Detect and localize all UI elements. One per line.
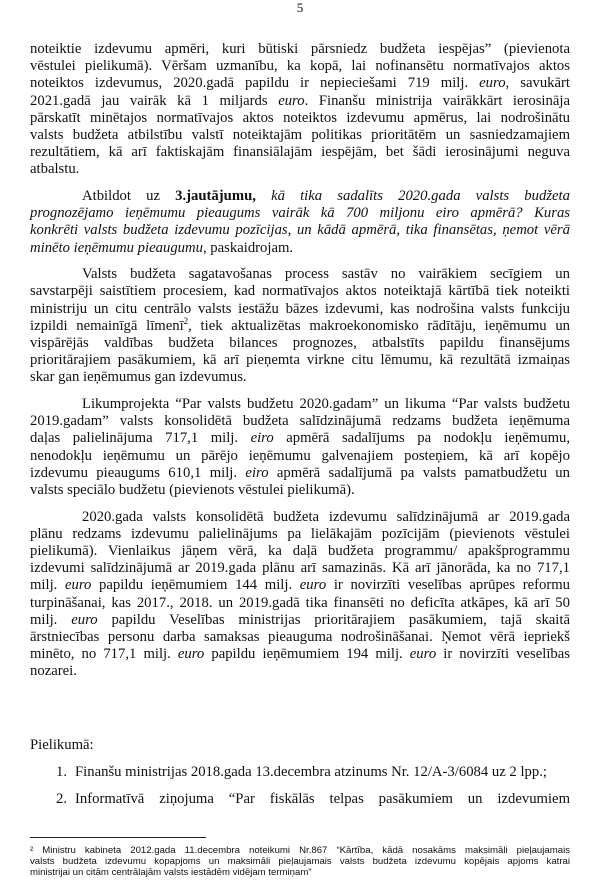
text-line xyxy=(30,413,570,430)
text-segment: Valsts budžeta sagatavošanas process sastāv no vairākiem secīgiem un xyxy=(82,266,570,283)
text-segment: savstarpēji saistītiem procesiem, kad normatīvajos aktos noteiktajā kārtībā tiek noteikti xyxy=(30,283,570,300)
text-segment: euro xyxy=(71,611,98,628)
text-segment: izpildi nemainīgā līmenī xyxy=(30,317,184,334)
text-segment: valsts budžeta atbilstību valstī noteiktajām politikas prioritātēm un sasniedzamajiem xyxy=(30,126,570,143)
text-line xyxy=(30,110,570,127)
text-segment: izdevumi salīdzinājumā ar 2019.gada plānu arī samazinās. Kā arī jānorāda, ka no 717,1 xyxy=(30,560,570,577)
text-segment: papildu ieņēmumiem 194 milj. xyxy=(204,646,410,663)
text-segment: ārstniecības personu darba samaksas pieauguma nodrošināšanai. Ņemot vērā iepriekš xyxy=(30,629,570,645)
text-line xyxy=(30,188,570,205)
text-segment: euro xyxy=(409,646,437,663)
text-line xyxy=(30,612,570,629)
annex-item-text: Informatīvā ziņojuma “Par fiskālās telpas pasākumiem un izdevumiem xyxy=(75,791,570,807)
text-segment: daļas palielinājuma 717,1 milj. xyxy=(30,430,251,447)
text-line xyxy=(30,396,570,413)
paragraph xyxy=(30,396,570,499)
text-segment: apmērā sadalījumā pa valsts pamatbudžetu un xyxy=(268,464,570,481)
text-segment: izdevumu pieaugums 610,1 milj. xyxy=(30,464,246,481)
footnote-line: ² Ministru kabineta 2012.gada 11.decembra noteikumi Nr.867 “Kārtība, kādā nosakāms maksimāli pieļaujamais xyxy=(30,845,570,856)
text-segment: plānu redzams izdevumu palielinājums pa lielākajām pozīcijām (pievienots vēstulei xyxy=(30,525,570,542)
paragraph xyxy=(30,188,570,257)
text-segment: 3.jautājumu, xyxy=(175,188,256,204)
annex-item-text: Finanšu ministrijas 2018.gada 13.decembra atzinums Nr. 12/A-3/6084 uz 2 lpp.; xyxy=(75,764,547,780)
text-segment: 2021.gadā jau vairāk kā 1 miljards xyxy=(30,92,279,109)
text-segment: prioritārajiem pasākumiem, kā arī pieņemta virkne citu lēmumu, kā rezultātā izmaiņas xyxy=(30,352,570,369)
text-line xyxy=(30,222,570,239)
text-segment: kā tika sadalīts 2020.gada valsts budžeta xyxy=(255,188,570,204)
text-line xyxy=(30,482,570,499)
paragraph xyxy=(30,509,570,681)
text-line xyxy=(30,629,570,646)
text-line xyxy=(30,509,570,526)
text-segment: minēto ieņēmumu pieaugumu xyxy=(30,239,203,256)
text-line xyxy=(30,595,570,612)
text-segment: euro xyxy=(65,577,92,594)
text-segment: ministriju un citu centrālo valsts iestāžu bāzes izdevumi, kas nodrošina valsts funkciju xyxy=(30,300,570,317)
text-line xyxy=(30,41,570,58)
text-line xyxy=(30,352,570,369)
text-line xyxy=(30,93,570,110)
annex-item-number: 2. xyxy=(56,791,68,807)
document-body xyxy=(30,41,570,690)
text-line xyxy=(30,646,570,663)
text-segment: euro xyxy=(177,646,205,663)
text-segment: Likumprojekta “Par valsts budžetu 2020.gadam” un likuma “Par valsts budžetu xyxy=(82,396,570,413)
text-line xyxy=(30,465,570,482)
text-segment: , savukārt xyxy=(505,75,570,92)
text-line xyxy=(30,301,570,318)
text-segment: minēto, no 717,1 milj. xyxy=(30,646,178,663)
footnote-separator xyxy=(30,837,206,838)
text-segment: konkrēti valsts budžeta izdevumu pozīcijas, un kādā apmērā, tika finansētas, ņemot vērā xyxy=(30,222,570,239)
text-line xyxy=(30,144,570,161)
page-number: 5 xyxy=(296,0,304,15)
text-segment: pielikumā). Vienlaikus jāņem vērā, ka daļā budžeta programmu/ apakšprogrammu xyxy=(30,543,570,560)
text-line xyxy=(30,283,570,300)
annex-item xyxy=(30,763,570,781)
text-segment: milj. xyxy=(30,577,65,594)
footnote-line: ministrijai un citām centrālajām valsts iestādēm vidējam termiņam” xyxy=(30,867,312,878)
text-segment: vispārējās valdības budžeta bilances prognozes, atbalstīts papildu finansējums xyxy=(30,335,570,351)
text-segment: eiro xyxy=(250,430,274,447)
text-segment: valsts speciālo budžetu (pievienots vēstulei pielikumā). xyxy=(30,482,355,498)
text-segment: noteiktie izdevumu apmēri, kuri būtiski pārsniedz budžeta iespējas” (pievienota xyxy=(30,41,570,57)
footnote-line: valsts budžeta izdevumu kopapjoms un maksimāli pieļaujamais valsts budžeta izdevumu kopējais apjoms katrai xyxy=(30,856,570,867)
text-segment: pārskatīt minētajos normatīvajos aktos noteiktos izdevumu apmērus, lai nodrošinātu xyxy=(30,109,570,126)
annex-item xyxy=(30,790,570,808)
text-segment: skar gan ieņēmumus gan izdevumus. xyxy=(30,369,247,386)
text-segment: . Finanšu ministrija vairākkārt ierosināja xyxy=(304,92,570,109)
text-line xyxy=(30,335,570,352)
text-line xyxy=(30,315,571,335)
text-line xyxy=(30,663,570,680)
text-segment: euro xyxy=(299,577,327,594)
text-line xyxy=(30,526,570,543)
paragraph xyxy=(30,41,570,179)
text-segment: ir novirzīti veselības xyxy=(436,646,570,663)
annex-title: Pielikumā: xyxy=(30,737,94,753)
text-segment: rezultātiem, kā arī faktiskajām finansiālajām iespējām, bet šādi ierosinājumi neguva xyxy=(30,144,570,161)
text-segment: eiro xyxy=(245,464,269,481)
text-segment: , paskaidrojam. xyxy=(202,239,294,256)
text-segment: , tiek aktualizētas makroekonomisko rādītāju, ieņēmumu un xyxy=(188,317,571,334)
text-segment: turpināšanai, kas 2017., 2018. un 2019.gadā tika finansēti no deficīta atkāpes, kā arī 50 xyxy=(30,594,570,611)
text-line xyxy=(30,543,570,560)
text-line xyxy=(30,266,570,283)
text-line xyxy=(30,58,570,75)
text-segment: euro xyxy=(278,92,305,109)
text-line xyxy=(30,448,570,465)
text-line xyxy=(30,75,570,92)
text-segment: nenodokļu ieņēmumu un pārējo ieņēmumu galvenajiem posteņiem, kā arī kopējo xyxy=(30,447,570,464)
text-line xyxy=(30,560,570,577)
text-segment: vēstulei pielikumā). Vēršam uzmanību, ka kopā, lai nofinansētu normatīvajos aktos xyxy=(30,58,570,75)
text-segment: euro xyxy=(479,75,506,92)
text-segment: papildu Veselības ministrijas prioritārajiem pasākumiem, tajā skaitā xyxy=(97,611,570,628)
annex-section xyxy=(30,736,570,808)
text-segment: 2020.gada valsts konsolidētā budžeta izdevumu salīdzinājumā ar 2019.gada xyxy=(82,508,570,525)
text-segment: noteiktos izdevumus, 2020.gadā papildu ir nepieciešami 719 milj. xyxy=(30,75,480,92)
text-line xyxy=(30,127,570,144)
text-segment: ir novirzīti veselības aprūpes reformu xyxy=(326,577,570,594)
footnote xyxy=(30,845,570,878)
text-segment: apmērā sadalījums pa nodokļu ieņēmumu, xyxy=(273,430,571,447)
footnote-reference: 2 xyxy=(183,315,189,326)
text-line xyxy=(30,161,570,178)
text-line xyxy=(30,430,570,447)
text-line xyxy=(30,240,570,257)
text-line xyxy=(30,369,570,386)
text-segment: 2019.gadam” valsts konsolidētā budžeta salīdzinājumā redzams budžeta ieņēmuma xyxy=(30,413,570,430)
text-line xyxy=(30,577,570,594)
text-segment: Atbildot uz xyxy=(82,188,176,204)
text-segment: atbalstu. xyxy=(30,161,80,178)
annex-item-number: 1. xyxy=(56,764,68,780)
text-line xyxy=(30,205,570,222)
text-segment: nozarei. xyxy=(30,663,77,680)
text-segment: milj. xyxy=(30,611,72,628)
text-segment: prognozējamo ieņēmumu pieaugums vairāk kā 700 miljonu eiro apmērā? Kuras xyxy=(30,205,570,222)
text-segment: papildu ieņēmumiem 144 milj. xyxy=(91,577,300,594)
paragraph xyxy=(30,266,570,386)
